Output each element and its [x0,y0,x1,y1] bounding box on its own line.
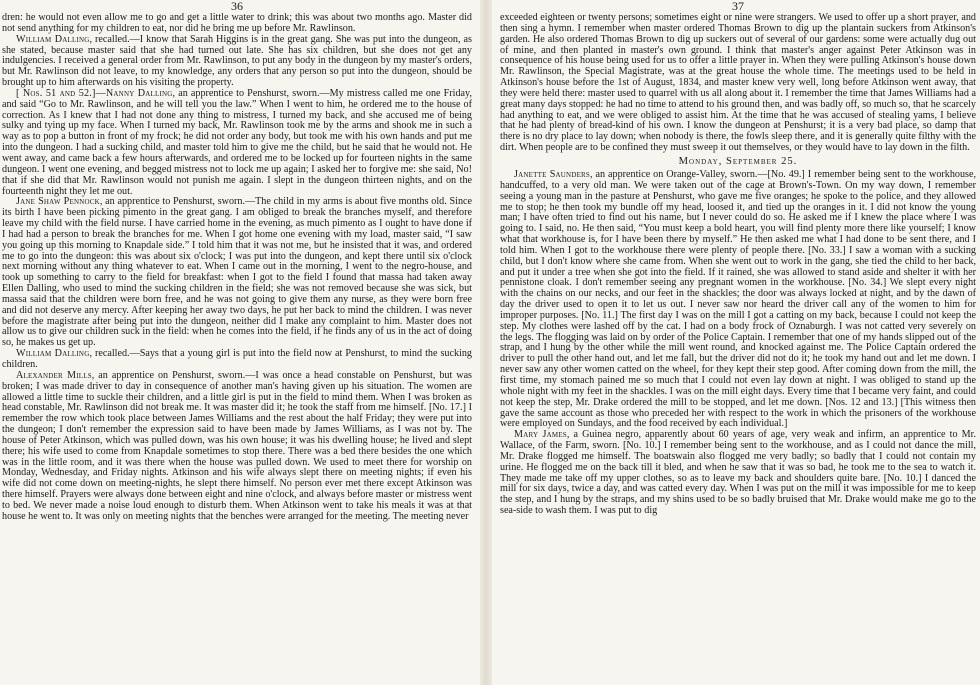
witness-name: Alexander Mills [16,369,92,381]
testimony-paragraph [500,170,976,430]
right-column [500,13,976,517]
paragraph-text: , a Guinea negro, apparently about 60 years of age, very weak and infirm, an apprentice to Mr. Wallace, of the Farm, sworn. [No. 10.] I remember being sent to the workhouse, and as I could not dance the mill, Mr. Drake flogged me himself. The boatswain also flogged me very badly; so badly that I could not contain my urine. He flogged me on the back till it bled, and when he saw that it was so bad, he took me to the sea to watch it. They made me take off my upper clothes, so as to leave my back and shoulders quite bare. [No. 10.] I danced the mill for six days, twice a day, and was catted every day. When I was put on the mill it was impossible for me to keep the step, and I hung by the straps, and my shins used to be so badly bruised that Mr. Drake would make me go to the sea-side to wash them. I was put to dig [500,429,976,517]
paragraph-text: , an apprentice on Penshurst, sworn.—I was once a head constable on Penshurst, but was broken; I was made driver to day in consequence of another man's having given up his situation. The women are allowed a little time to suckle their children, and a little girl is put in the field to mind them. When I was broken as head constable, Mr. Rawlinson did not break me. It was master did it; he took the staff from me himself. [No. 17.] I remember the row which took place between James Williams and the rest about the half Friday; they were put into the dungeon; I don't remember the expression said to have been made by James Williams, as I was not by. The house of Peter Atkinson, which was pulled down, was his own house; it was his dwelling house; he lived and slept there; his wife used to come from Knapdale sometimes to stop there. There was a bed there besides the one which was in the little room, and it was there when the house was pulled down. We used to meet there for worship on Monday, Wednesday, and Friday nights. Atkinson and his wife always slept there on meeting nights; if even his wife did not come down on meeting-nights, he slept there himself. No person ever met there except Atkinson was there himself. Prayers were always done between eight and nine o'clock, and always before master or mistress went to bed. We never made a noise loud enough to disturb them. When Atkinson went to take his meals it was at that house he went to. It was only on meeting nights that the benches were arranged for the meeting. The meeting never [2,369,472,522]
book-gutter [480,0,492,685]
left-column [2,13,472,523]
testimony-paragraph [2,89,472,197]
witness-name: William Dalling [16,348,90,360]
testimony-paragraph [2,349,472,371]
testimony-paragraph [2,35,472,89]
right-page [494,0,980,685]
testimony-paragraph [2,371,472,523]
paragraph-text: , an apprentice on Orange-Valley, sworn.—[No. 49.] I remember being sent to the workhouse, handcuffed, to a very old man. We were taken out of the cage at Brown's-Town. On my way down, I remember seeing a young man in the pasture at Penshurst, who gave me five oranges; he spoke to the police, and they allowed me to stop; he then took my bundle off my head, loosed it, and tied up the oranges in it. I did not know the young man; I have often tried to find out his name, but I never could do so. He asked me if I knew the place where I was going to. I said, no. He then said, “You must keep a bold heart, you will find plenty more there like yourself; I know what that workhouse is, for I have been there by myself.” He then asked me what I had done to be sent there, and I told him. When I got to the workhouse there were plenty of people there. [No. 33.] I saw a woman with a sucking child, but I don't know where she came from. When she went out to work in the gang, she tied the child to her back, and put it under a tree when she got into the field. If it rained, she was allowed to stand aside and shelter it with her pennistone cloak. I don't remember seeing any pregnant women in the workhouse. [No. 34.] We slept every night with the chains on our necks, and our feet in the shackles; the door was always locked at night, and by the dawn of day the driver used to open it to let us out. I never saw nor heard the driver call any of the women to him for improper purposes. [No. 11.] The first day I was on the mill I got a catting on my back, because I could not keep the step. My clothes were lashed off by the cat. I had on a body frock of Oznaburgh. I was not catted very severely on the legs. The flogging was laid on by order of the Police Captain. I remember that one of my hands slipped out of the strap, and I hung by the other while the mill went round, and knocked against me. The Police Captain ordered the driver to pull the other hand out, and let me fall, but the driver did not do it; he took my hand out and let me down. I never saw any other women catted on the wheel, for they kept their step good. After coming down from the mill, the first time, my stomach pained me so much that I could not even lay down at night. I was obliged to stand up the whole night with my feet in the shackles. I was on the mill eight days. Every time that I became very faint, and could not keep the step, Mr. Drake ordered the mill to be stopped, and let me down. [Nos. 12 and 13.] [This witness then gave the same account as those who preceded her with respect to the work in which the prisoners of the workhouse were employed on Sundays, and the food received by each individual.] [500,168,976,430]
witness-name: [ Nos. 51 and 52.]—Nanny Dalling [16,87,173,99]
date-heading: Monday, September 25. [678,155,798,167]
witness-name: Janette Saunders [514,168,591,180]
paragraph-continuation [500,13,976,154]
witness-name: William Dalling [16,33,90,45]
paragraph-continuation [2,13,472,35]
paragraph-text: , recalled.—I know that Sarah Higgins is in the great gang. She was put into the dungeon, as she stated, because master said that she had turned out late. She has six children, but she does not get any indulgencies. I received a general order from Mr. Rawlinson, to put any body in the dungeon by my master's orders, but Mr. Rawlinson did not leave, to my knowledge, any orders that any person so put into the dungeon, should be brought up to him afterwards on his visiting the property. [2,33,472,89]
paragraph-text: dren: he would not even allow me to go and get a little water to drink; this was about two months ago. Master did not send anything for my children to eat, nor did he bring me up before Mr. Rawlinson. [2,12,472,34]
testimony-paragraph [500,430,976,517]
testimony-paragraph [2,197,472,349]
paragraph-text: , recalled.—Says that a young girl is put into the field now at Penshurst, to mind the sucking children. [2,348,472,370]
witness-name: Mary James [514,429,567,441]
witness-name: Jane Shaw Pennock [16,196,100,208]
paragraph-text: , an apprentice to Penshurst, sworn.—My mistress called me one Friday, and said “Go to Mr. Rawlinson, and he will tell you the law.” When I went to him, he ordered me to the house of correction. As I knew that I had not done any thing to mistress, I turned my back, and she accused me of being sulky and tying up my face. When I turned my back, Mr. Rawlinson took me by the arms and shook me in such a way as to pop a button in front of my frock; he did not order any body, but took me with his own hands and put me into the dungeon. I had a sucking child, and master told him to give me the child, but he said that he would not. He went away, and came back a few hours afterwards, and ordered me to be locked up for fourteen nights in the same dungeon. I went one evening, and begged mistress not to lock me up again; I asked her to forgive me: she said, No! that if she did that Mr. Rawlinson would not punish me again. I slept in the dungeon thirteen nights, and on the fourteenth night they let me out. [2,87,472,197]
page-number-left: 36 [231,0,243,13]
page-number-right: 37 [732,0,744,13]
paragraph-text: exceeded eighteen or twenty persons; sometimes eight or nine were strangers. We used to offer up a short prayer, and then sing a hymn. I remember when master ordered Thomas Brown to dig up the plantain suckers from Atkinson's garden. He also ordered Thomas Brown to dig up suckers out of several of our gardens: some were actually dug out of mine, and then planted in master's own ground. I think that master's anger against Peter Atkinson was in consequence of his house being used for us to offer a little prayer in. When they were pulling Atkinson's house down Mr. Rawlinson, the Special Magistrate, was at the great house the whole time. The meetings used to be held in Atkinson's house before the 1st of August, 1834, and master knew very well, long before Atkinson went away, that they were held there: master used to quarrel with us all along about it. I remember the time that James Williams had a great many days stopped: he had no time to attend to his ground then, and was badly off, so much so, that he scarcely had anything to eat, and we were obliged to assist him. At the time that he was accused of stealing yams, I believe that he had plenty of bread-kind of his own. I know the dungeon at Penshurst; it is a very bad place, so damp that there is no dry place to lay down; when nobody is there, the fowls sleep there, and it is generally quite filthy with the dirt. When people are to be confined they must sweep it out themselves, or they would have to lay down in the filth. [500,12,976,154]
paragraph-text: , an apprentice to Penshurst, sworn.—The child in my arms is about five months old. Since its birth I have been picking pimento in the great gang. I am obliged to break the branches myself, and therefore leave my child with the field nurse. I have carried home in the evening, as much pimento as I ought to have done if I had had a person to break the branches for me. When I got home one evening with my load, master said, “I saw you going up this morning to Knapdale side.” I told him that it was not me, but he insisted that it was, and ordered me to go into the dungeon: this was about six o'clock; I was put into the dungeon, and kept there until six o'clock next morning without any thing whatever to eat. When I came out in the morning, I went to the negro-house, and took up something to carry to the field for breakfast: when I got to the field I found that massa had taken away Ellen Dalling, who used to mind the sucking children in the field; she was not removed because she was sick, but massa said that the children were born free, and he was not going to give them any nurse, as they were born free and did not deserve any mercy. After keeping her away two days, he put her back to mind the children. I was never before the magistrate after being put into the dungeon, neither did I make any complaint to him. Master does not allow us to give our children suck in the field: when he comes into the field, if he finds any of us in the act of doing so, he makes us get up. [2,196,472,349]
left-page [0,0,478,685]
